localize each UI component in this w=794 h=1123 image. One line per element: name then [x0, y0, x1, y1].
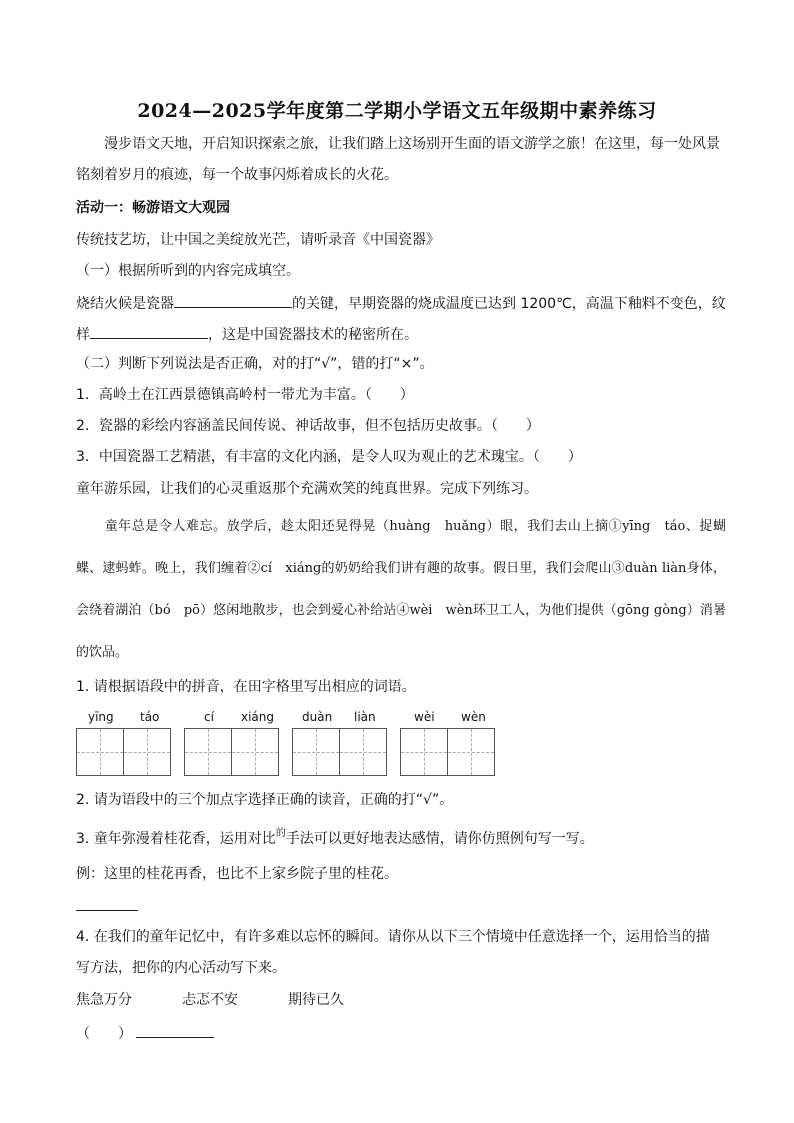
- page-title: 2024—2025学年度第二学期小学语文五年级期中素养练习: [137, 100, 657, 122]
- tianzige-cell[interactable]: [231, 728, 279, 776]
- tianzige-group-2: [184, 728, 279, 776]
- question-4-line-1: 4. 在我们的童年记忆中，有许多难以忘怀的瞬间。请你从以下三个情境中任意选择一个，运用恰当的描: [76, 929, 710, 945]
- fill1-text-a: 烧结火候是瓷器: [76, 296, 174, 312]
- passage-text: 童年总是令人难忘。放学后，趁太阳还晃得晃（huàng huǎng）眼，我们去山上摘①yīng táo、捉蝴蝶、逮蚂蚱。晚上，我们缠着②cí xiáng的奶奶给我们讲有趣的故事。假日里，我们会爬山③duàn liàn身体，会绕着湖泊（bó pō）悠闲地散步，也会到爱心补给站④wèi wèn环卫工人，为他们提供（gōng gòng）消暑的饮品。: [76, 519, 726, 660]
- tianzige-cell[interactable]: [292, 728, 340, 776]
- fill2-text-a: 样: [76, 327, 90, 343]
- q3-text-b: 手法可以更好地表达感情，请你仿照例句写一写。: [285, 831, 594, 847]
- q3-text-a: 3. 童年弥漫着桂花香，运用对比: [76, 831, 276, 847]
- part2-title: （二）判断下列说法是否正确，对的打“√”，错的打“×”。: [76, 356, 434, 372]
- tianzige-cell[interactable]: [400, 728, 448, 776]
- answer-row-q4: [76, 1022, 726, 1044]
- q3-superscript: 的: [275, 828, 286, 839]
- tianzige-cell[interactable]: [447, 728, 495, 776]
- pinyin-labels: [76, 710, 506, 728]
- listen-instruction: 传统技艺坊，让中国之美绽放光芒，请听录音《中国瓷器》: [76, 232, 440, 248]
- pinyin-label: xiáng: [241, 710, 275, 724]
- fill2-text-b: ，这是中国瓷器技术的秘密所在。: [208, 327, 418, 343]
- pinyin-label: táo: [140, 710, 160, 724]
- option-1: 焦急万分: [76, 992, 132, 1008]
- tianzige-cell[interactable]: [339, 728, 387, 776]
- pinyin-label: wèn: [461, 710, 486, 724]
- pinyin-label: wèi: [414, 710, 435, 724]
- intro-line-2: 铭刻着岁月的痕迹，每一个故事闪烁着成长的火花。: [76, 167, 398, 183]
- judge-item-1: 1．高岭土在江西景德镇高岭村一带尤为丰富。（ ）: [76, 387, 414, 403]
- pinyin-label: liàn: [354, 710, 376, 724]
- part1-title: （一）根据所听到的内容完成填空。: [76, 263, 300, 279]
- answer-paren[interactable]: （ ）: [76, 1026, 132, 1042]
- activity1-heading: 活动一：畅游语文大观园: [76, 200, 230, 216]
- question-2: 2. 请为语段中的三个加点字选择正确的读音，正确的打“√”。: [76, 792, 454, 808]
- judge-item-3: 3．中国瓷器工艺精湛，有丰富的文化内涵，是令人叹为观止的艺术瑰宝。（ ）: [76, 449, 582, 465]
- judge-item-2: 2．瓷器的彩绘内容涵盖民间传说、神话故事，但不包括历史故事。（ ）: [76, 418, 540, 434]
- option-2: 忐忑不安: [182, 992, 238, 1008]
- scenario-options: [76, 990, 726, 1010]
- passage: [76, 506, 726, 674]
- question-1: 1. 请根据语段中的拼音，在田字格里写出相应的词语。: [76, 679, 416, 695]
- question-4-line-2: 写方法，把你的内心活动写下来。: [76, 960, 286, 976]
- fill-sentence-1: [76, 292, 726, 314]
- answer-line-q3[interactable]: [76, 910, 138, 911]
- answer-line-q4[interactable]: [136, 1022, 214, 1038]
- option-3: 期待已久: [288, 992, 344, 1008]
- playground-intro: 童年游乐园，让我们的心灵重返那个充满欢笑的纯真世界。完成下列练习。: [76, 481, 538, 497]
- example-sentence: 例：这里的桂花再香，也比不上家乡院子里的桂花。: [76, 866, 398, 882]
- pinyin-label: duàn: [302, 710, 333, 724]
- tianzige-group-1: [76, 728, 171, 776]
- intro-line-1: 漫步语文天地，开启知识探索之旅，让我们踏上这场别开生面的语文游学之旅！在这里，每一处风景: [104, 136, 720, 152]
- tianzige-group-3: [292, 728, 387, 776]
- fill1-text-b: 的关键，早期瓷器的烧成温度已达到 1200℃，高温下釉料不变色，纹: [292, 296, 726, 312]
- tianzige-cell[interactable]: [184, 728, 232, 776]
- fill-sentence-2: [76, 323, 726, 345]
- pinyin-label: cí: [204, 710, 214, 724]
- question-3: [76, 829, 726, 851]
- fill-blank-1[interactable]: [174, 292, 292, 308]
- tianzige-cell[interactable]: [123, 728, 171, 776]
- fill-blank-2[interactable]: [90, 323, 208, 339]
- pinyin-label: yīng: [88, 710, 114, 724]
- tianzige-cell[interactable]: [76, 728, 124, 776]
- tianzige-group-4: [400, 728, 495, 776]
